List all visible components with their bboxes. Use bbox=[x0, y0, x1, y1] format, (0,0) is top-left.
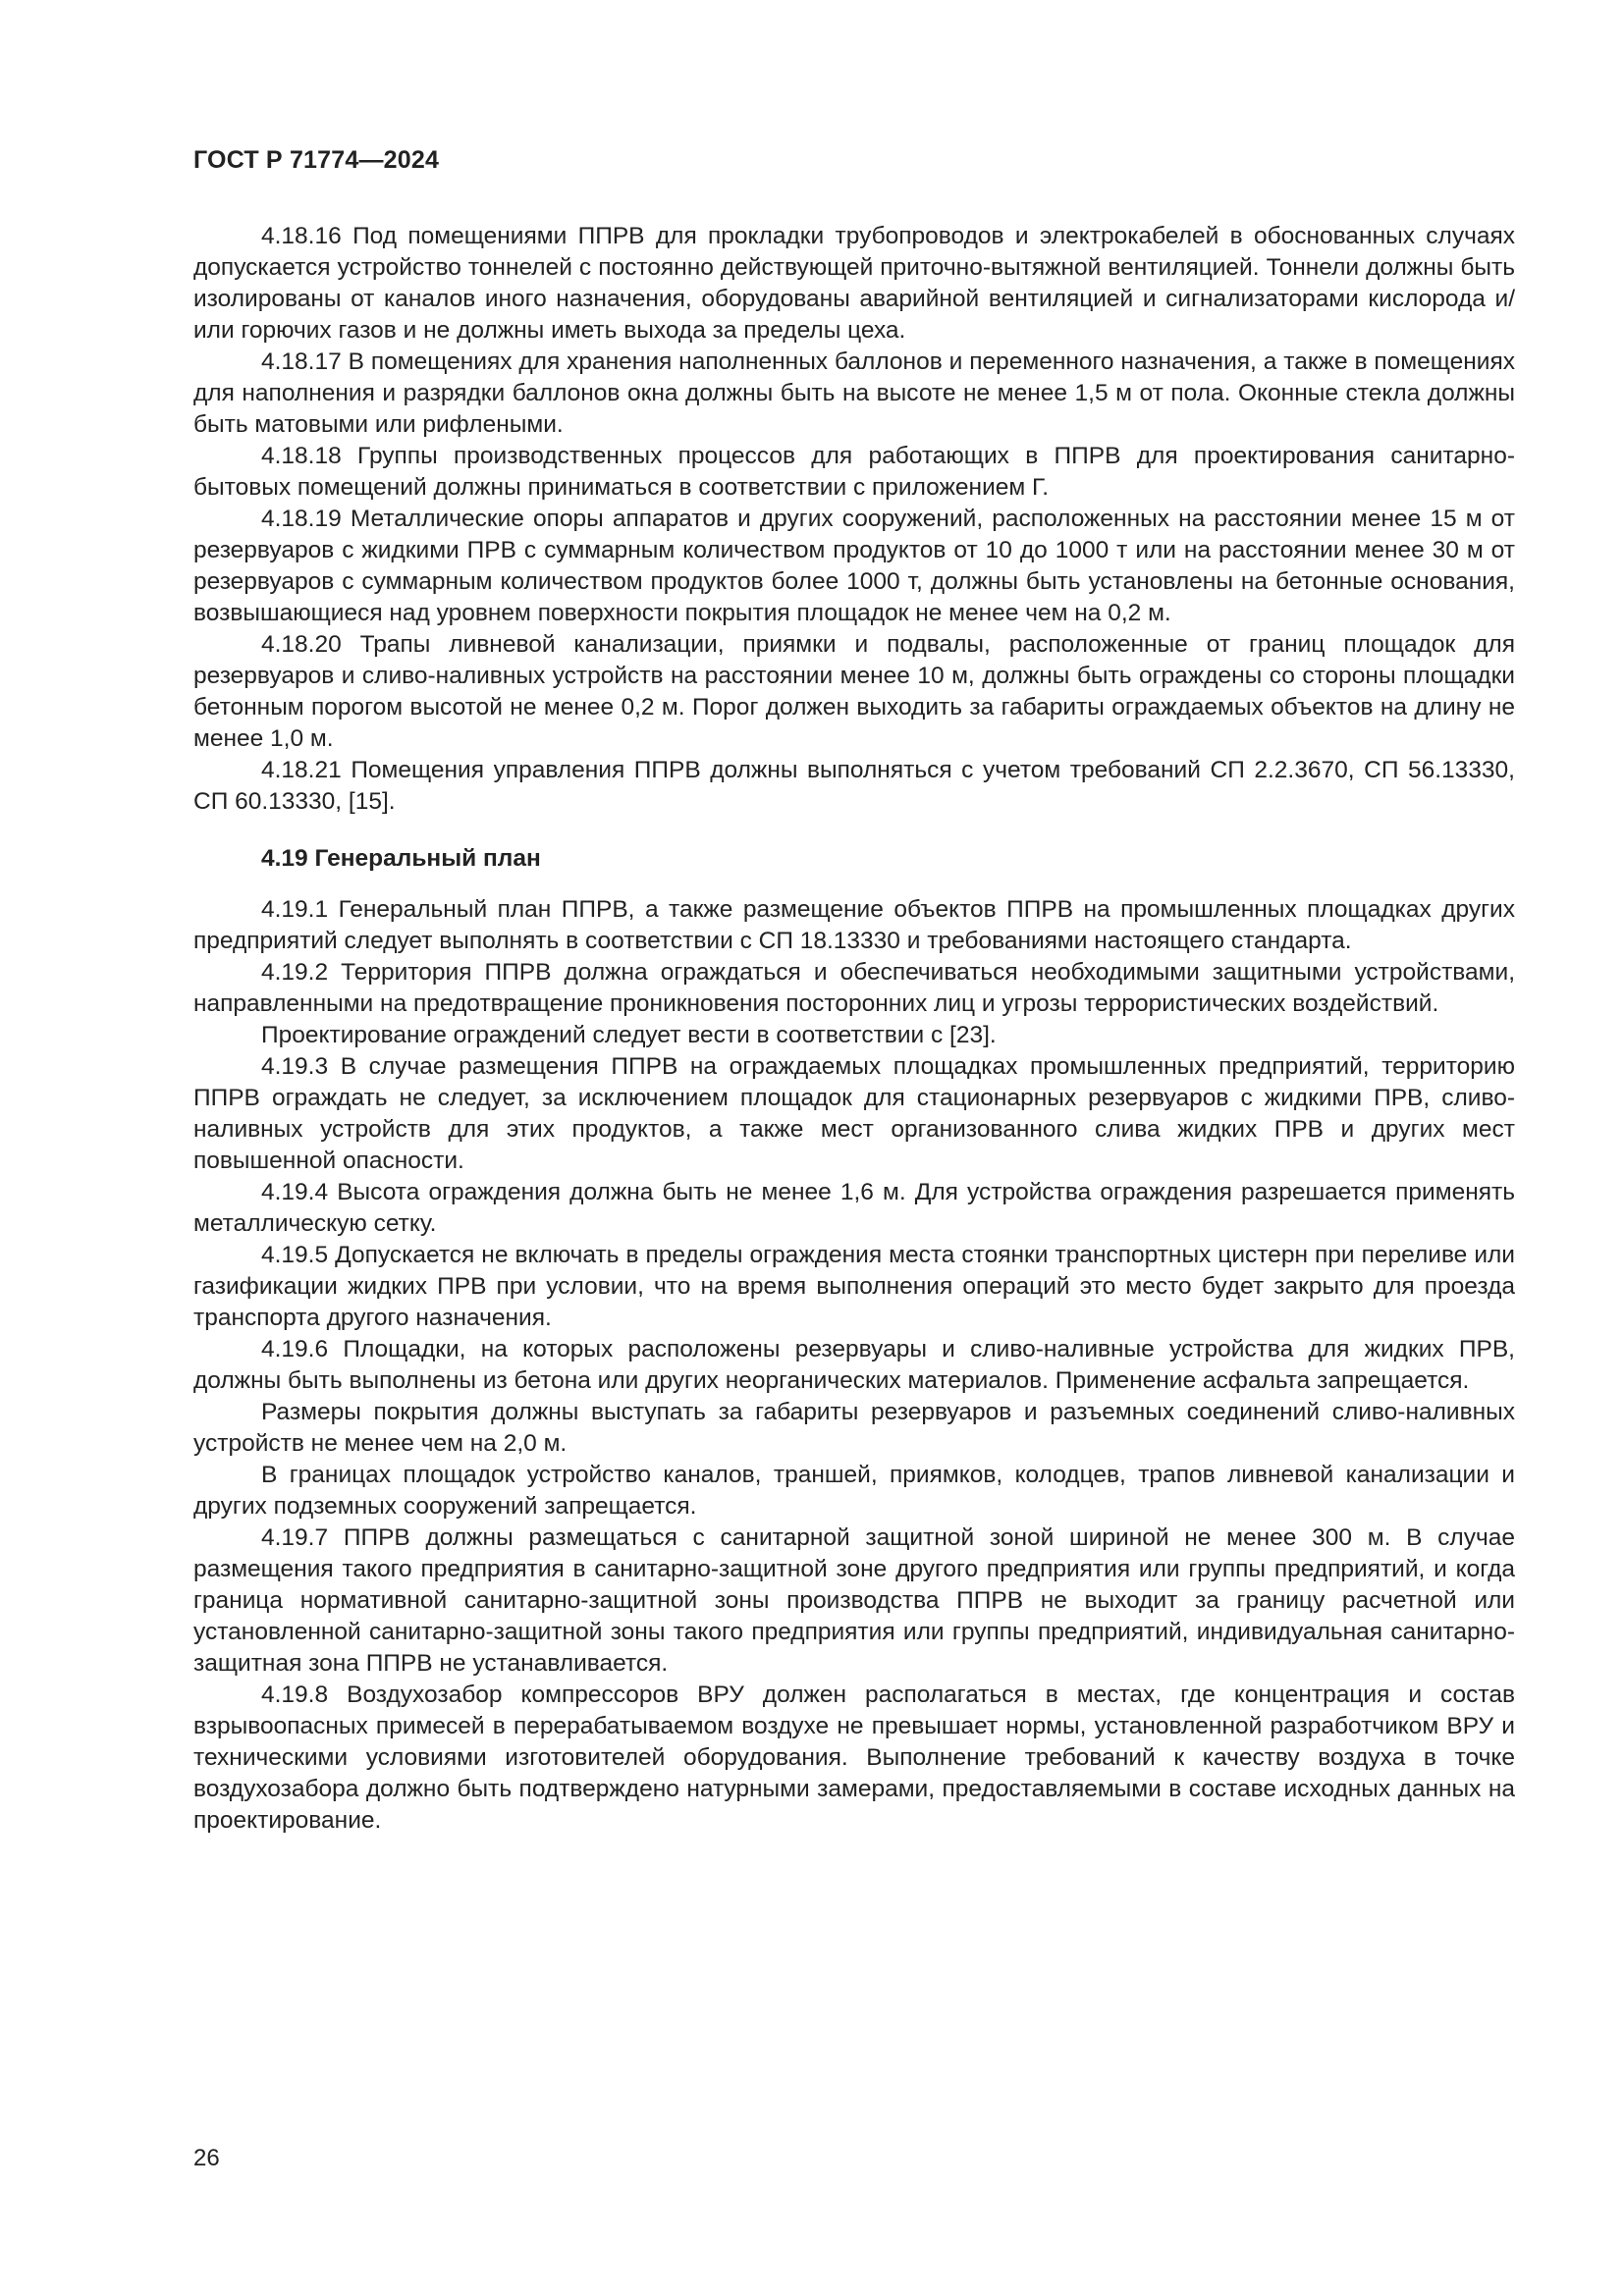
paragraph-4-18-16: 4.18.16 Под помещениями ППРВ для прокладки трубопроводов и электрокабелей в обоснованных случаях допускается устройство тоннелей с постоянно действующей приточно-вытяжной вентиляцией. Тоннели должны быть изолированы от каналов иного назначения, оборудованы аварийной вентиляцией и сигнализаторами кислорода и/или горючих газов и не должны иметь выхода за пределы цеха. bbox=[193, 223, 1515, 344]
paragraph-4-19-5: 4.19.5 Допускается не включать в пределы ограждения места стоянки транспортных цистерн при переливе или газификации жидких ПРВ при условии, что на время выполнения операций это место будет закрыто для проезда транспорта другого назначения. bbox=[193, 1242, 1515, 1331]
paragraph-4-18-21: 4.18.21 Помещения управления ППРВ должны выполняться с учетом требований СП 2.2.3670, СП 56.13330, СП 60.13330, [15]. bbox=[193, 757, 1515, 815]
paragraph-4-18-19: 4.18.19 Металлические опоры аппаратов и других сооружений, расположенных на расстоянии менее 15 м от резервуаров с жидкими ПРВ с суммарным количеством продуктов от 10 до 1000 т или на расстоянии менее 30 м от резервуаров с суммарным количеством продуктов более 1000 т, должны быть установлены на бетонные основания, возвышающиеся над уровнем поверхности покрытия площадок не менее чем на 0,2 м. bbox=[193, 506, 1515, 626]
paragraph-fencing-design: Проектирование ограждений следует вести в соответствии с [23]. bbox=[261, 1022, 997, 1048]
paragraph-4-19-7: 4.19.7 ППРВ должны размещаться с санитарной защитной зоной шириной не менее 300 м. В случае размещения такого предприятия в санитарно-защитной зоне другого предприятия или группы предприятий, и когда граница нормативной санитарно-защитной зоны производства ППРВ не выходит за границу расчетной или установленной санитарно-защитной зоны такого предприятия или группы предприятий, индивидуальная санитарно-защитная зона ППРВ не устанавливается. bbox=[193, 1524, 1515, 1677]
paragraph-4-19-1: 4.19.1 Генеральный план ППРВ, а также размещение объектов ППРВ на промышленных площадках других предприятий следует выполнять в соответствии с СП 18.13330 и требованиями настоящего стандарта. bbox=[193, 896, 1515, 954]
paragraph-4-19-4: 4.19.4 Высота ограждения должна быть не менее 1,6 м. Для устройства ограждения разрешается применять металлическую сетку. bbox=[193, 1179, 1515, 1237]
paragraph-4-19-8: 4.19.8 Воздухозабор компрессоров ВРУ должен располагаться в местах, где концентрация и состав взрывоопасных примесей в перерабатываемом воздухе не превышает нормы, установленной разработчиком ВРУ и техническими условиями изготовителей оборудования. Выполнение требований к качеству воздуха в точке воздухозабора должно быть подтверждено натурными замерами, предоставляемыми в составе исходных данных на проектирование. bbox=[193, 1682, 1515, 1834]
paragraph-4-19-6: 4.19.6 Площадки, на которых расположены резервуары и сливо-наливные устройства для жидких ПРВ, должны быть выполнены из бетона или других неорганических материалов. Применение асфальта запрещается. bbox=[193, 1336, 1515, 1394]
paragraph-4-18-17: 4.18.17 В помещениях для хранения наполненных баллонов и переменного назначения, а также в помещениях для наполнения и разрядки баллонов окна должны быть на высоте не менее 1,5 м от пола. Оконные стекла должны быть матовыми или рифлеными. bbox=[193, 348, 1515, 438]
document-header: ГОСТ Р 71774—2024 bbox=[193, 146, 440, 174]
document-body bbox=[193, 221, 1515, 1837]
paragraph-4-18-18: 4.18.18 Группы производственных процессов для работающих в ППРВ для проектирования санитарно-бытовых помещений должны приниматься в соответствии с приложением Г. bbox=[193, 443, 1515, 501]
paragraph-underground-structures: В границах площадок устройство каналов, траншей, приямков, колодцев, трапов ливневой канализации и других подземных сооружений запрещается. bbox=[193, 1462, 1515, 1520]
page-number: 26 bbox=[193, 2145, 220, 2171]
paragraph-4-19-2: 4.19.2 Территория ППРВ должна ограждаться и обеспечиваться необходимыми защитными устройствами, направленными на предотвращение проникновения посторонних лиц и угрозы террористических воздействий. bbox=[193, 959, 1515, 1017]
section-title: 4.19 Генеральный план bbox=[261, 845, 541, 872]
paragraph-4-19-3: 4.19.3 В случае размещения ППРВ на ограждаемых площадках промышленных предприятий, территорию ППРВ ограждать не следует, за исключением площадок для стационарных резервуаров с жидкими ПРВ, сливо-наливных устройств для этих продуктов, а также мест организованного слива жидких ПРВ и других мест повышенной опасности. bbox=[193, 1053, 1515, 1174]
paragraph-4-18-20: 4.18.20 Трапы ливневой канализации, приямки и подвалы, расположенные от границ площадок для резервуаров и сливо-наливных устройств на расстоянии менее 10 м, должны быть ограждены со стороны площадки бетонным порогом высотой не менее 0,2 м. Порог должен выходить за габариты ограждаемых объектов на длину не менее 1,0 м. bbox=[193, 631, 1515, 752]
paragraph-coating-size: Размеры покрытия должны выступать за габариты резервуаров и разъемных соединений сливо-наливных устройств не менее чем на 2,0 м. bbox=[193, 1399, 1515, 1457]
